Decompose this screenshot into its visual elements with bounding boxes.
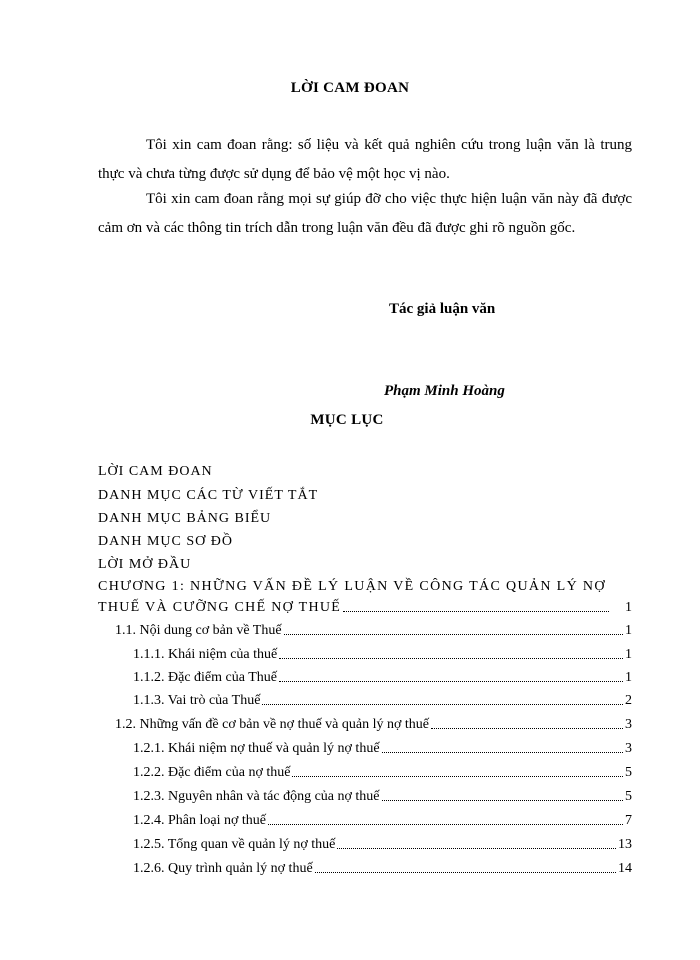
toc-entry[interactable] <box>115 717 632 733</box>
toc-entry-page: 2 <box>625 693 632 708</box>
toc-entry[interactable] <box>115 623 632 639</box>
toc-entry[interactable] <box>98 600 632 616</box>
toc-entry-page: 1 <box>625 623 632 638</box>
toc-entry[interactable] <box>133 837 632 853</box>
toc-leader-dots <box>382 799 623 801</box>
toc-entry[interactable] <box>133 670 632 686</box>
toc-entry-text: 1.2.3. Nguyên nhân và tác động của nợ thuế <box>133 789 380 804</box>
declaration-paragraph-2-text: Tôi xin cam đoan rằng mọi sự giúp đỡ cho việc thực hiện luận văn này đã được cảm ơn và các thông tin trích dẫn trong luận văn đều đã được ghi rõ nguồn gốc. <box>98 191 632 236</box>
toc-title: MỤC LỤC <box>310 412 384 428</box>
toc-leader-dots <box>292 775 623 777</box>
toc-entry-text: 1.1.3. Vai trò của Thuế <box>133 693 261 708</box>
toc-leader-dots <box>337 847 616 849</box>
toc-entry-page: 13 <box>618 837 632 852</box>
toc-entry[interactable] <box>133 647 632 663</box>
toc-front-matter-item[interactable]: DANH MỤC SƠ ĐỒ <box>98 534 233 549</box>
toc-entry-page: 3 <box>625 741 632 756</box>
toc-front-matter-item[interactable]: DANH MỤC CÁC TỪ VIẾT TẮT <box>98 488 319 503</box>
toc-leader-dots <box>431 727 623 729</box>
toc-chapter-1-title[interactable]: CHƯƠNG 1: NHỮNG VẤN ĐỀ LÝ LUẬN VỀ CÔNG TÁC QUẢN LÝ NỢ <box>98 579 606 594</box>
toc-front-matter-item[interactable]: LỜI CAM ĐOAN <box>98 464 213 479</box>
toc-entry-text: 1.1.1. Khái niệm của thuế <box>133 647 278 662</box>
declaration-paragraph-1-text: Tôi xin cam đoan rằng: số liệu và kết quả nghiên cứu trong luận văn là trung thực và chưa từng được sử dụng để bảo vệ một học vị nào. <box>98 137 632 182</box>
toc-entry-text: 1.2.6. Quy trình quản lý nợ thuế <box>133 861 313 876</box>
toc-entry[interactable] <box>133 861 632 877</box>
toc-entry[interactable] <box>133 789 632 805</box>
toc-entry-text: THUẾ VÀ CƯỠNG CHẾ NỢ THUẾ <box>98 600 342 615</box>
toc-leader-dots <box>315 871 616 873</box>
toc-entry[interactable] <box>133 693 632 709</box>
toc-entry[interactable] <box>133 741 632 757</box>
toc-entry-text: 1.1. Nội dung cơ bản về Thuế <box>115 623 282 638</box>
toc-leader-dots <box>262 703 623 705</box>
toc-leader-dots <box>343 610 609 612</box>
toc-entry[interactable] <box>133 813 632 829</box>
toc-entry-page: 1 <box>625 600 632 615</box>
toc-leader-dots <box>382 751 623 753</box>
signature-label: Tác giả luận văn <box>389 301 496 317</box>
toc-entry-text: 1.2.4. Phân loại nợ thuế <box>133 813 266 828</box>
toc-entry-page: 5 <box>625 789 632 804</box>
toc-entry-text: 1.2.2. Đặc điểm của nợ thuế <box>133 765 291 780</box>
toc-entry-page: 3 <box>625 717 632 732</box>
declaration-paragraph-1 <box>98 131 632 189</box>
author-name: Phạm Minh Hoàng <box>384 383 505 399</box>
toc-entry-page: 14 <box>618 861 632 876</box>
toc-entry-text: 1.2.5. Tổng quan về quản lý nợ thuế <box>133 837 336 852</box>
toc-leader-dots <box>279 657 623 659</box>
toc-entry-text: 1.1.2. Đặc điểm của Thuế <box>133 670 277 685</box>
toc-front-matter-item[interactable]: LỜI MỞ ĐẦU <box>98 557 192 572</box>
toc-entry-page: 1 <box>625 647 632 662</box>
toc-entry[interactable] <box>133 765 632 781</box>
toc-leader-dots <box>279 680 623 682</box>
toc-entry-text: 1.2.1. Khái niệm nợ thuế và quản lý nợ thuế <box>133 741 380 756</box>
toc-front-matter-item[interactable]: DANH MỤC BẢNG BIỂU <box>98 511 272 526</box>
toc-entry-text: 1.2. Những vấn đề cơ bản về nợ thuế và quản lý nợ thuế <box>115 717 430 732</box>
toc-entry-page: 5 <box>625 765 632 780</box>
toc-entry-page: 1 <box>625 670 632 685</box>
declaration-paragraph-2 <box>98 185 632 243</box>
toc-leader-dots <box>284 633 623 635</box>
toc-leader-dots <box>268 823 623 825</box>
toc-entry-page: 7 <box>625 813 632 828</box>
declaration-title: LỜI CAM ĐOAN <box>290 80 410 96</box>
